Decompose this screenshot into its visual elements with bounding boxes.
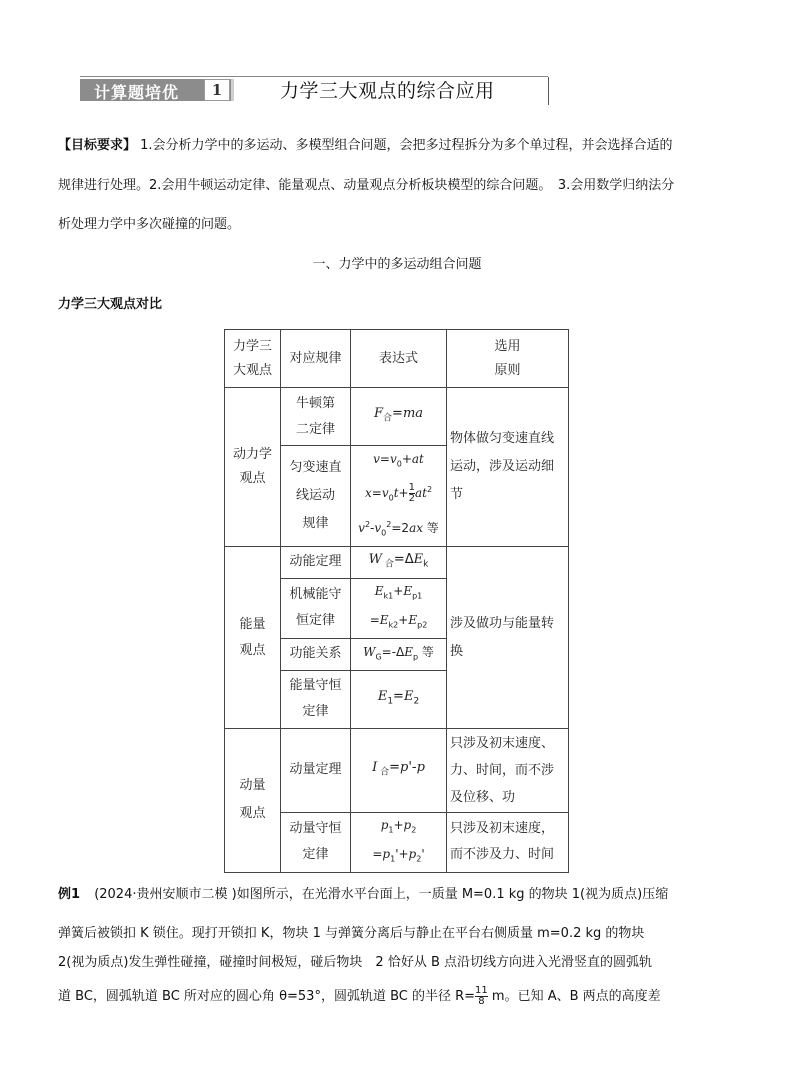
view-dynamics: 动力学 观点 (225, 388, 281, 547)
expr-cell: $E_1=E_2$ (351, 670, 447, 728)
law-cell: 能量守恒 定律 (281, 670, 351, 728)
category-tag-number: 1 (204, 79, 230, 101)
goals-line-1 (58, 136, 758, 156)
comparison-table (224, 329, 569, 873)
example-line-1 (58, 885, 778, 905)
view-momentum: 动量 观点 (225, 728, 281, 872)
expr-cell: W $_合=\Delta E_k$ (351, 547, 447, 579)
table-header-row (225, 330, 569, 388)
example-label: 例1 (58, 887, 81, 902)
header-cell-principle: 选用 原则 (447, 330, 569, 388)
principle-dynamics: 物体做匀变速直线 运动，涉及运动细 节 (447, 388, 569, 547)
title-banner (80, 76, 548, 103)
expr-cell: $E_{k1}+E_{p1}$ $=E_{k2}+E_{p2}$ (351, 578, 447, 638)
table-row (225, 547, 569, 579)
principle-momentum-conservation: 只涉及初末速度， 而不涉及力、时间 (447, 812, 569, 872)
law-cell: 匀变速直 线运动 规律 (281, 446, 351, 547)
principle-energy: 涉及做功与能量转 换 (447, 547, 569, 729)
goals-label: 【目标要求】 (58, 138, 137, 153)
section-title: 一、力学中的多运动组合问题 (312, 257, 482, 272)
example-source: (2024·贵州安顺市二模 ) (94, 887, 237, 902)
example-line-2: 弹簧后被锁扣 K 锁住。现打开锁扣 K，物块 1 与弹簧分离后与静止在平台右侧质量 m=0.2 kg 的物块 (58, 926, 645, 941)
expr-cell: $v=v_0+at$ $x=v_0t+$ $\frac{1}{2}$ $at^2$ $v^2-v_0^2=2ax$ 等 (351, 446, 447, 547)
law-cell: 功能关系 (281, 638, 351, 670)
law-cell: 动量守恒 定律 (281, 812, 351, 872)
header-cell-view: 力学三 大观点 (225, 330, 281, 388)
goals-text-1: 1.会分析力学中的多运动、多模型组合问题，会把多过程拆分为多个单过程，并会选择合适的 (140, 138, 673, 153)
law-cell: 动量定理 (281, 728, 351, 812)
law-cell: 动能定理 (281, 547, 351, 579)
category-tag (80, 79, 234, 101)
law-cell: 牛顿第 二定律 (281, 388, 351, 446)
expr-cell: $W_G=-\Delta E_p$ 等 (351, 638, 447, 670)
goals-line-2: 规律进行处理。2.会用牛顿运动定律、能量观点、动量观点分析板块模型的综合问题。 3.会用数学归纳法分 (58, 178, 675, 193)
fraction-numerator: 11 (475, 985, 488, 996)
page-title: 力学三大观点的综合应用 (280, 80, 495, 102)
category-tag-label: 计算题培优 (94, 83, 180, 102)
principle-momentum-theorem: 只涉及初末速度、 力、时间，而不涉 及位移、功 (447, 728, 569, 812)
header-cell-law: 对应规律 (281, 330, 351, 388)
example-line-4 (58, 986, 778, 1007)
example-line-3: 2(视为质点)发生弹性碰撞，碰撞时间极短，碰后物块 2 恰好从 B 点沿切线方向进入光滑竖直的圆弧轨 (58, 955, 653, 970)
table-row (225, 728, 569, 812)
compare-title: 力学三大观点对比 (58, 297, 163, 312)
example-text-4b: m。已知 A、B 两点的高度差 (487, 989, 661, 1004)
banner-rule (548, 77, 549, 105)
table-row (225, 388, 569, 446)
example-text-4a: 道 BC，圆弧轨道 BC 所对应的圆心角 θ=53°，圆弧轨道 BC 的半径 R= (58, 989, 476, 1004)
view-energy: 能量 观点 (225, 547, 281, 729)
expr-cell: $F_合=ma$ (351, 388, 447, 446)
fraction-denominator: 8 (475, 996, 488, 1007)
goals-line-3: 析处理力学中多次碰撞的问题。 (58, 217, 241, 232)
radius-fraction (475, 986, 488, 1007)
law-cell: 机械能守 恒定律 (281, 578, 351, 638)
expr-cell: $p_1+p_2$ $=p_1'+p_2'$ (351, 812, 447, 872)
example-text-1: 如图所示，在光滑水平台面上，一质量 M=0.1 kg 的物块 1(视为质点)压缩 (236, 887, 669, 902)
header-cell-expr: 表达式 (351, 330, 447, 388)
expr-cell: I $_合$=p'-p (351, 728, 447, 812)
